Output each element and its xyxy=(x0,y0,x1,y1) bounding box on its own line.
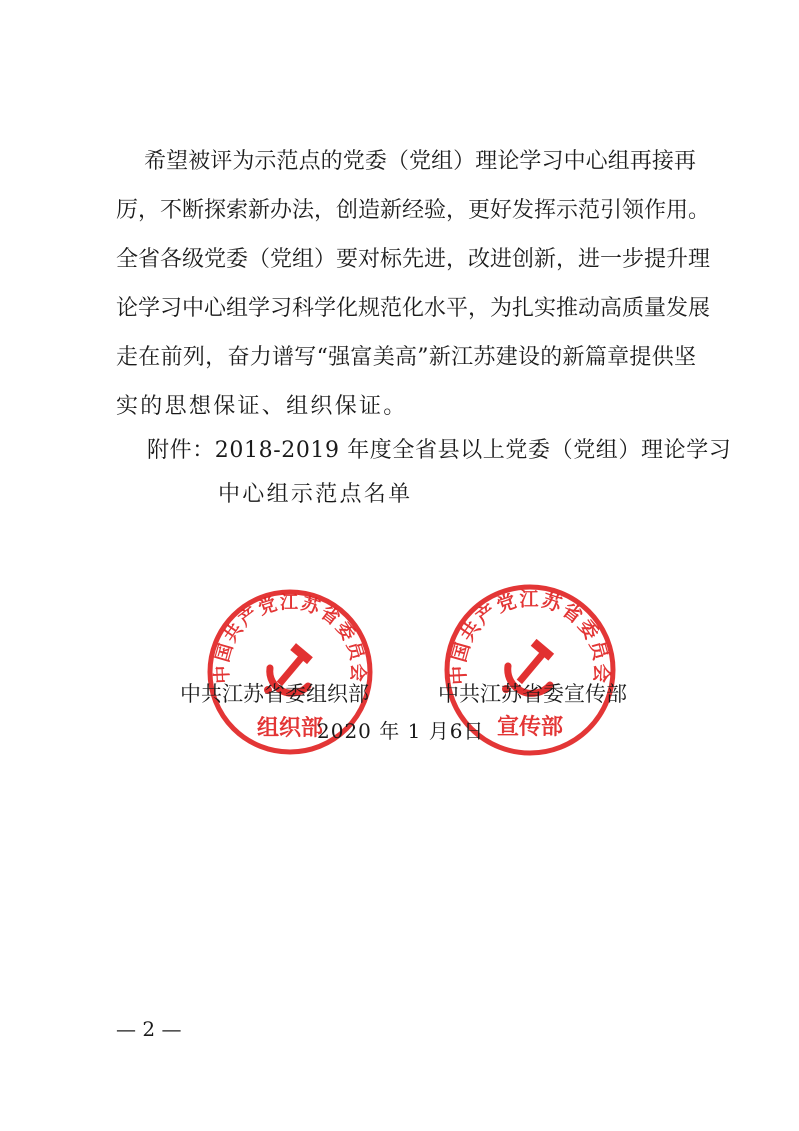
paragraph-line: 实的思想保证、组织保证。 xyxy=(116,394,408,419)
attachment-line-1: 附件：2018-2019 年度全省县以上党委（党组）理论学习 xyxy=(147,438,732,463)
page-number: — 2 — xyxy=(116,1017,182,1041)
paragraph-line: 希望被评为示范点的党委（党组）理论学习中心组再接再 xyxy=(144,149,696,174)
seal-arc-text: 中国共产党江苏省委员会 xyxy=(447,588,613,686)
seal-bottom-text: 组织部 xyxy=(256,716,324,741)
attachment-line-2: 中心组示范点名单 xyxy=(218,482,413,507)
paragraph-line: 全省各级党委（党组）要对标先进，改进创新，进一步提升理 xyxy=(116,247,711,272)
seal-arc-text: 中国共产党江苏省委员会 xyxy=(211,592,369,684)
paragraph-line: 论学习中心组学习科学化规范化水平，为扎实推动高质量发展 xyxy=(116,296,711,321)
org-dept-signature: 中共江苏省委组织部 xyxy=(180,682,369,706)
paragraph-line: 厉，不断探索新办法，创造新经验，更好发挥示范引领作用。 xyxy=(116,198,711,223)
document-date: 2020 年 1 月6日 xyxy=(317,719,485,743)
paragraph-line: 走在前列，奋力谱写“强富美高”新江苏建设的新篇章提供坚 xyxy=(116,345,696,370)
seal-bottom-text: 宣传部 xyxy=(496,715,564,740)
publicity-dept-signature: 中共江苏省委宣传部 xyxy=(438,682,627,706)
